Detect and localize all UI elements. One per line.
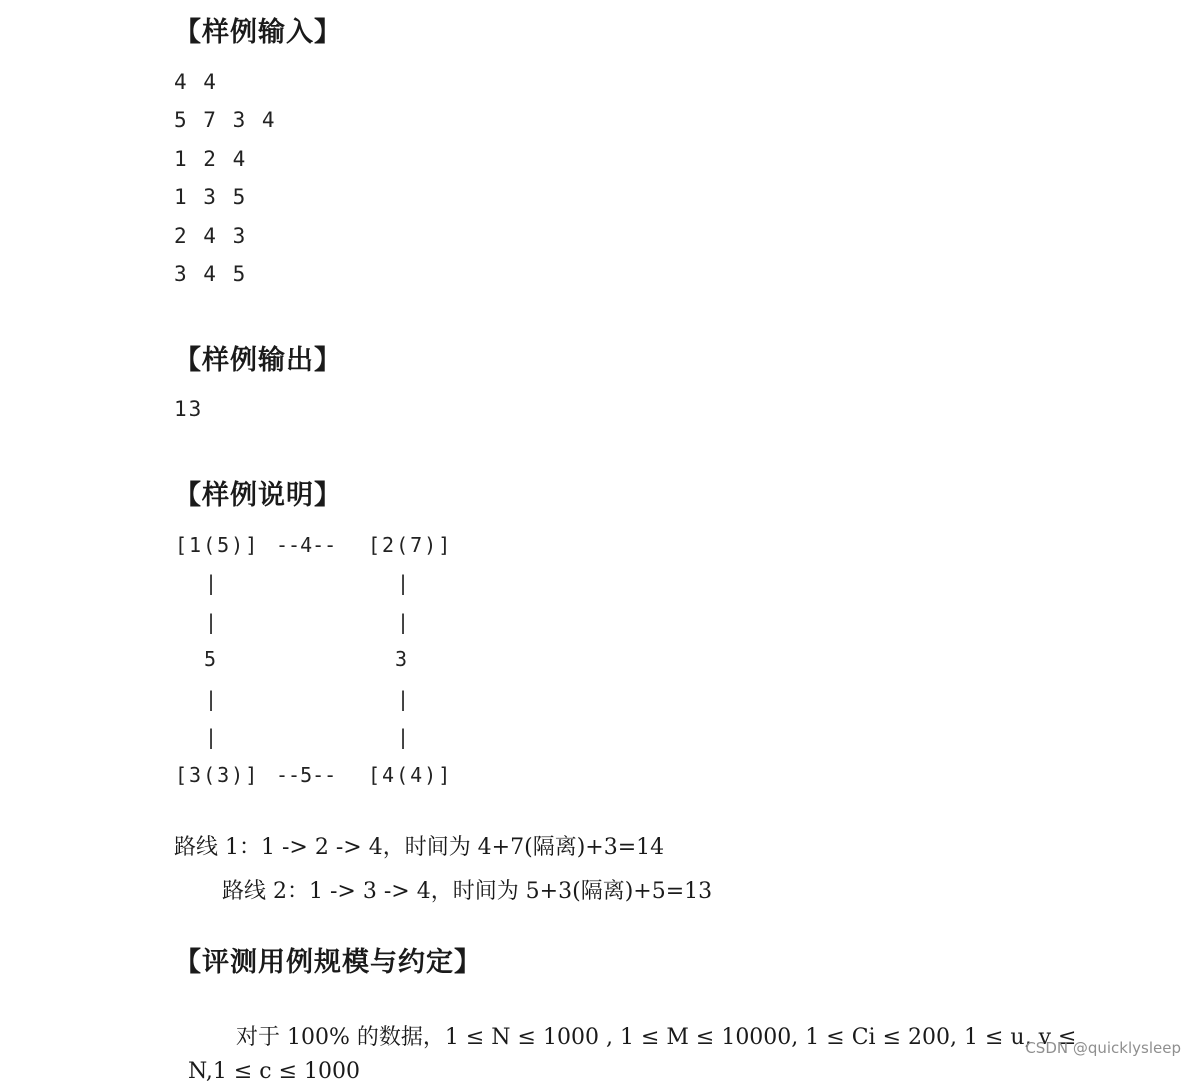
diagram-edge-bottom: --5-- xyxy=(276,763,337,787)
constraints-line-2 xyxy=(174,1034,360,1084)
sample-output-value: 13 xyxy=(174,397,204,421)
diagram-node-1: [1(5)] xyxy=(175,533,260,557)
sample-input-line: 5 7 3 4 xyxy=(174,108,277,132)
constraint-m: 1 ≤ M ≤ 10000, xyxy=(619,1025,799,1050)
diagram-pipe: | xyxy=(205,571,218,595)
diagram-pipe: | xyxy=(397,687,410,711)
diagram-pipe: | xyxy=(397,610,410,634)
diagram-pipe: | xyxy=(205,610,218,634)
route-1-text: 路线 1：1 -> 2 -> 4，时间为 4+7(隔离)+3=14 xyxy=(174,835,665,860)
sample-input-heading: 【样例输入】 xyxy=(174,17,342,48)
constraint-uv-end: N, xyxy=(188,1059,213,1084)
sample-input-line: 2 4 3 xyxy=(174,224,248,248)
diagram-pipe: | xyxy=(397,725,410,749)
sample-output-heading: 【样例输出】 xyxy=(174,345,342,376)
diagram-edge-top: --4-- xyxy=(276,533,337,557)
diagram-pipe: | xyxy=(205,687,218,711)
constraint-uv-start: 1 ≤ u, v ≤ xyxy=(964,1025,1077,1050)
diagram-edge-left-weight: 5 xyxy=(204,647,217,671)
sample-explain-heading: 【样例说明】 xyxy=(174,480,342,511)
constraint-c: 1 ≤ Ci ≤ 200, xyxy=(805,1025,957,1050)
diagram-node-4: [4(4)] xyxy=(368,763,453,787)
constraint-c-small: 1 ≤ c ≤ 1000 xyxy=(212,1059,360,1084)
watermark: CSDN @quicklysleep xyxy=(1025,1039,1181,1057)
constraints-prefix: 对于 100% 的数据， xyxy=(236,1025,445,1050)
diagram-edge-right-weight: 3 xyxy=(395,647,408,671)
diagram-node-3: [3(3)] xyxy=(175,763,260,787)
constraints-heading: 【评测用例规模与约定】 xyxy=(174,947,482,978)
sample-input-line: 1 3 5 xyxy=(174,185,248,209)
diagram-node-2: [2(7)] xyxy=(368,533,453,557)
route-2-text: 路线 2：1 -> 3 -> 4，时间为 5+3(隔离)+5=13 xyxy=(222,879,713,904)
sample-input-line: 4 4 xyxy=(174,70,218,94)
diagram-pipe: | xyxy=(205,725,218,749)
diagram-pipe: | xyxy=(397,571,410,595)
constraint-n: 1 ≤ N ≤ 1000 , xyxy=(444,1025,613,1050)
sample-input-line: 3 4 5 xyxy=(174,262,248,286)
sample-input-line: 1 2 4 xyxy=(174,147,248,171)
